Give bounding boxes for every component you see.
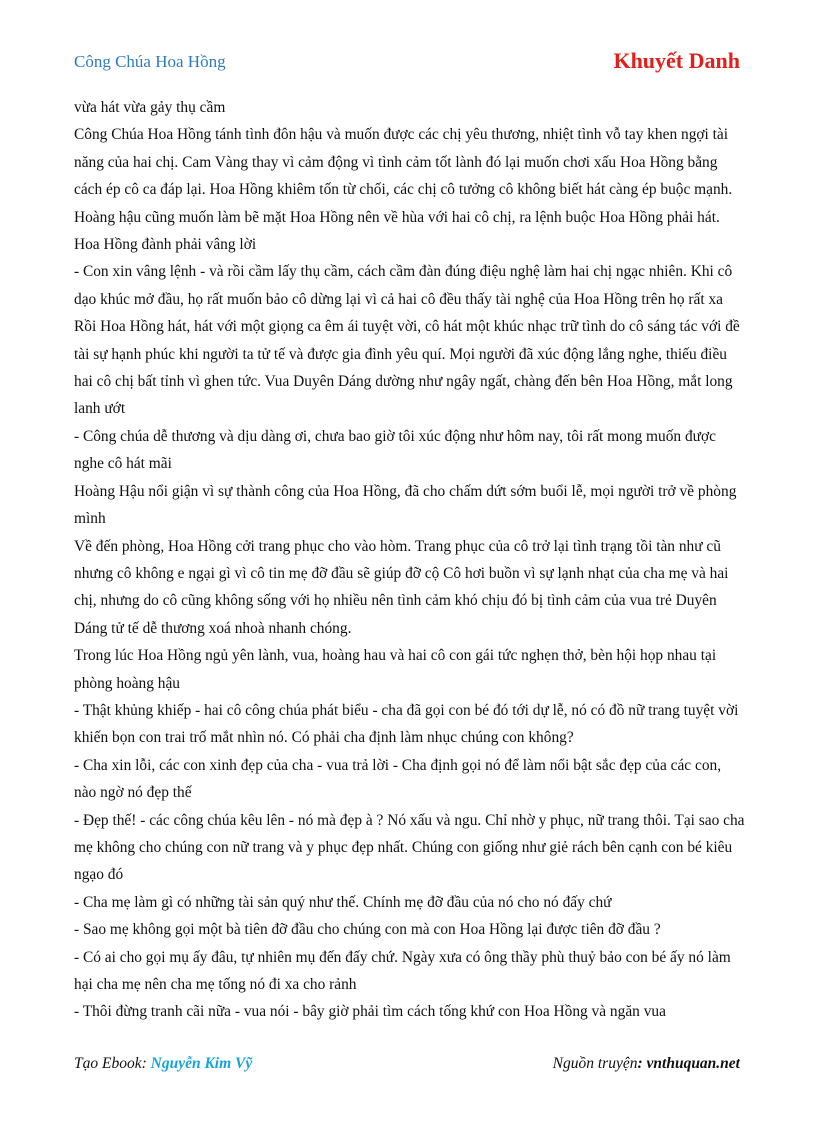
paragraph: - Đẹp thế! - các công chúa kêu lên - nó mà đẹp à ? Nó xấu và ngu. Chỉ nhờ y phục, nữ trang thôi. Tại sao cha mẹ không cho chúng con nữ trang và y phục đẹp nhất. Chúng con giống như giẻ rách bên cạnh con bé kiêu ngạo đó [74,811,745,884]
paragraph: Trong lúc Hoa Hồng ngủ yên lành, vua, hoàng hau và hai cô con gái tức nghẹn thở, bèn hội họp nhau tại phòng hoàng hậu [74,647,717,692]
paragraph: - Công chúa dễ thương và dịu dàng ơi, chưa bao giờ tôi xúc động như hôm nay, tôi rất mong muốn được nghe cô hát mãi [74,427,716,473]
paragraph: - Con xin vâng lệnh - và rồi cầm lấy thụ cầm, cách cầm đàn đúng điệu nghệ làm hai chị ngạc nhiên. Khi cô dạo khúc mở đầu, họ rất muốn bảo cô dừng lại vì cả hai cô đều thấy tài nghệ của Hoa Hồng trên họ rất xa Rồi Hoa Hồng hát, hát với một giọng ca êm ái tuyệt vời, cô hát một khúc nhạc trữ tình do cô sáng tác với đề tài sự hạnh phúc khi người ta tử tế và được gia đình yêu quí. Mọi người đã xúc động lắng nghe, thiếu điều hai cô chị bất tỉnh vì ghen tức. Vua Duyên Dáng dường như ngây ngất, chàng đến bên Hoa Hồng, mắt long lanh ướt [74,263,740,418]
ebook-author: Nguyễn Kim Vỹ [150,1055,253,1072]
footer-ebook-credit [74,1055,252,1073]
story-body [74,94,746,1026]
colon: : [141,1055,151,1072]
source-site: vnthuquan.net [646,1055,740,1072]
colon: : [637,1055,647,1072]
paragraph: Công Chúa Hoa Hồng tánh tình đôn hậu và muốn được các chị yêu thương, nhiệt tình vỗ tay khen ngợi tài năng của hai chị. Cam Vàng thay vì cảm động vì tình cảm tốt lành đó lại muốn chơi xấu Hoa Hồng bằng cách ép cô ca đáp lại. Hoa Hồng khiêm tốn từ chối, các chị cô tưởng cô không biết hát càng ép buộc mạnh. Hoàng hậu cũng muốn làm bẽ mặt Hoa Hồng nên về hùa với hai cô chị, ra lệnh buộc Hoa Hồng phải hát. Hoa Hồng đành phải vâng lời [74,126,733,254]
paragraph: - Cha xin lỗi, các con xinh đẹp của cha - vua trả lời - Cha định gọi nó để làm nổi bật sắc đẹp của các con, nào ngờ nó đẹp thế [74,756,722,802]
paragraph: vừa hát vừa gảy thụ cầm [74,99,226,116]
paragraph: - Thật khủng khiếp - hai cô công chúa phát biểu - cha đã gọi con bé đó tới dự lễ, nó có đồ nữ trang tuyệt vời khiến bọn con trai trố mắt nhìn nó. Có phải cha định làm nhục chúng con không? [74,701,739,747]
footer-source-credit [553,1055,740,1073]
paragraph: - Sao mẹ không gọi một bà tiên đỡ đầu cho chúng con mà con Hoa Hồng lại được tiên đỡ đầu ? [74,921,661,939]
paragraph: Về đến phòng, Hoa Hồng cởi trang phục cho vào hòm. Trang phục của cô trở lại tình trạng tồi tàn như cũ nhưng cô không e ngại gì vì cô tin mẹ đỡ đầu sẽ giúp đỡ cộ Cô hơi buồn vì sự lạnh nhạt của cha mẹ và hai chị, nhưng do cô cũng không sống với họ nhiều nên tình cảm khó chịu đó bị tình cảm của vua trẻ Duyên Dáng tử tế dễ thương xoá nhoà nhanh chóng. [74,537,729,637]
ebook-label: Tạo Ebook [74,1055,142,1072]
paragraph: Hoàng Hậu nổi giận vì sự thành công của Hoa Hồng, đã cho chấm dứt sớm buổi lễ, mọi người trở về phòng mình [74,482,737,528]
source-label: Nguồn truyện [552,1055,638,1072]
paragraph: - Cha mẹ làm gì có những tài sản quý như thế. Chính mẹ đỡ đầu của nó cho nó đấy chứ [74,893,612,911]
header-author: Khuyết Danh [613,48,740,73]
paragraph: - Thôi đừng tranh cãi nữa - vua nói - bây giờ phải tìm cách tống khứ con Hoa Hồng và ngăn vua [74,1003,666,1021]
header-title: Công Chúa Hoa Hồng [74,52,226,71]
paragraph: - Có ai cho gọi mụ ấy đâu, tự nhiên mụ đến đấy chứ. Ngày xưa có ông thầy phù thuỷ bảo con bé ấy nó làm hại cha mẹ nên cha mẹ tống nó đi xa cho rảnh [74,948,731,993]
